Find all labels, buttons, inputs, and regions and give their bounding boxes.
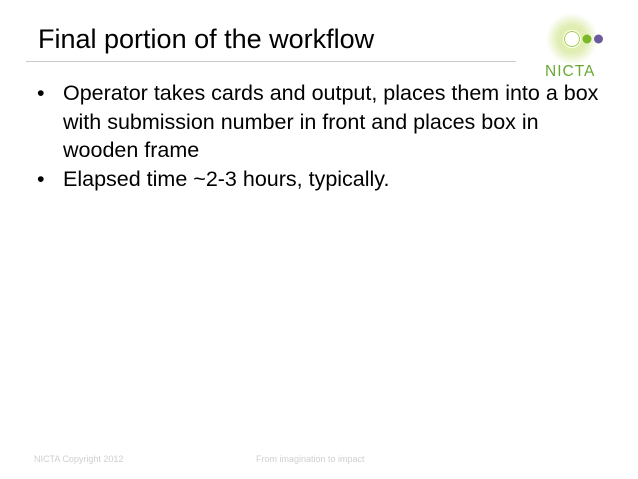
bullet-item-1 <box>35 79 605 165</box>
logo-center-ring <box>565 32 580 47</box>
slide-title: Final portion of the workflow <box>38 24 375 54</box>
footer-tagline: From imagination to impact <box>256 454 365 464</box>
bullet-item-2 <box>35 165 605 194</box>
logo-purple-dot <box>594 35 603 44</box>
logo-green-dot <box>583 35 592 44</box>
footer-copyright: NICTA Copyright 2012 <box>34 454 124 464</box>
bullet-glyph: • <box>37 81 45 105</box>
bullet-text: Elapsed time ~2-3 hours, typically. <box>63 166 390 191</box>
bullet-glyph: • <box>37 166 45 191</box>
title-divider <box>26 61 516 62</box>
bullet-text: Operator takes cards and output, places them into a box with submission number in front and places box in wooden frame <box>63 81 599 162</box>
logo-wordmark: NICTA <box>545 63 596 80</box>
bullet-list <box>35 79 605 193</box>
